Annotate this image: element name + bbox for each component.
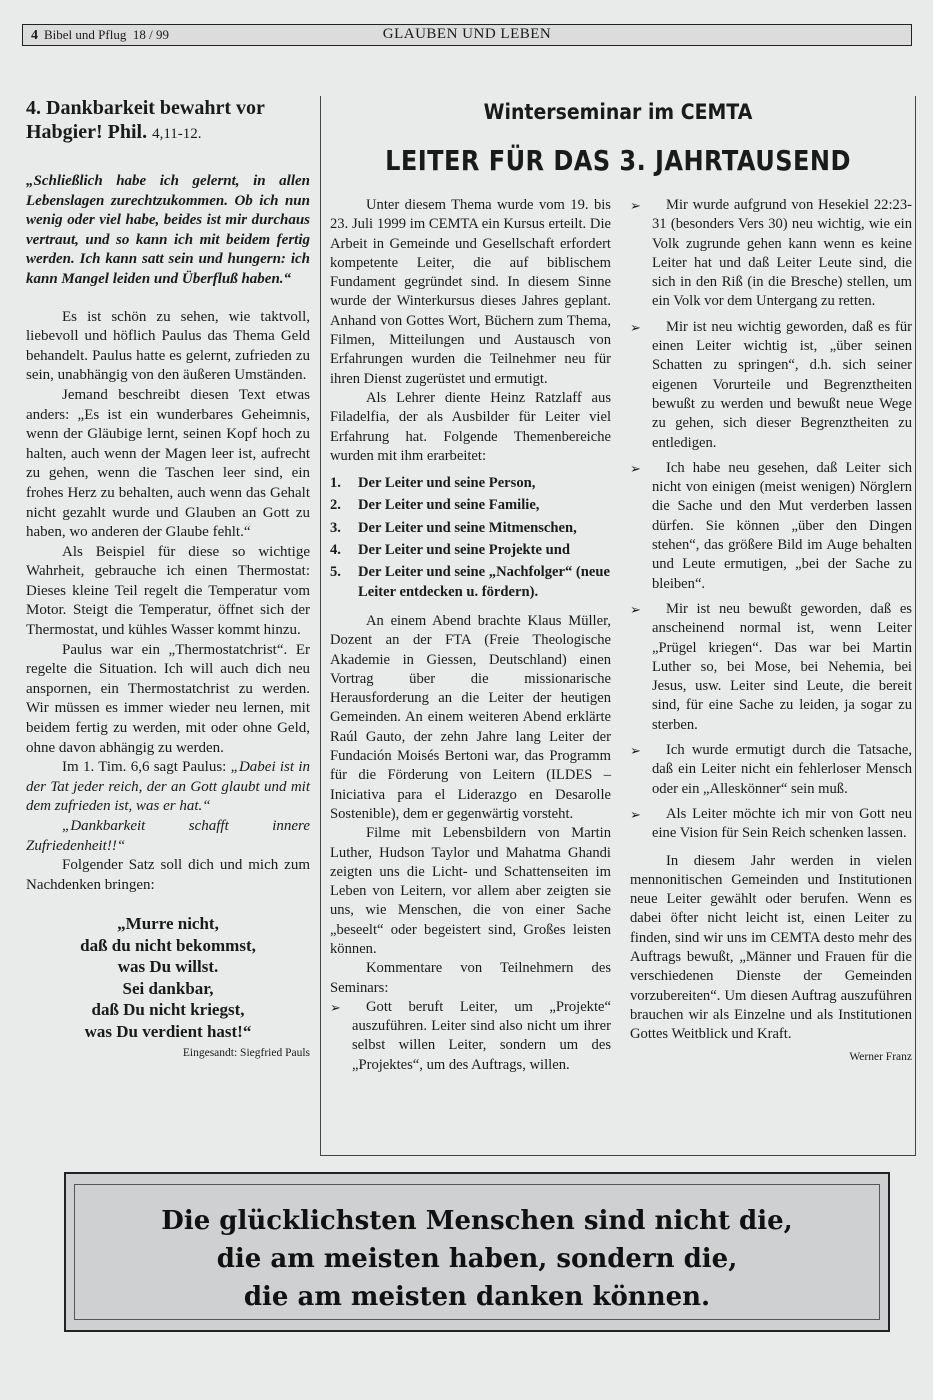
topic-number: 2. — [330, 497, 341, 514]
topic-number: 5. — [330, 564, 341, 581]
comment-item — [630, 196, 912, 312]
paragraph: Filme mit Lebensbildern von Martin Luther, Hudson Taylor und Mahatma Ghandi zeigten uns die Licht- und Schattenseiten im Leben von Leitern, vor allem aber zeigten sie uns, wie Menschen, die von einer Sache „beseelt“ oder begeistert sind, Großes leisten können. — [330, 825, 611, 957]
poem-line: was Du verdient hast!“ — [84, 1021, 252, 1041]
poem-line: daß Du nicht kriegst, — [91, 1000, 245, 1020]
comment-item — [630, 805, 912, 844]
article-column-left — [330, 196, 611, 1081]
bible-reference: 4,11-12. — [152, 126, 202, 142]
arrow-bullet-icon: ➢ — [630, 601, 641, 617]
comment-text: Als Leiter möchte ich mir von Gott neu eine Vision für Sein Reich schenken lassen. — [652, 805, 912, 842]
comment-item — [330, 998, 611, 1075]
bible-quote: „Schließlich habe ich gelernt, in allen Lebenslagen zurechtzukommen. Ob ich nun wenig oder viel habe, beides ist mir durchaus vertraut, und so kann ich mit beidem fertig werden. Ich kann satt sein und hungern: ich kann Mangel leiden und Überfluß haben.“ — [26, 173, 310, 287]
column-divider — [320, 96, 321, 1156]
arrow-bullet-icon: ➢ — [630, 460, 641, 476]
section-heading — [26, 96, 310, 146]
topic-list — [330, 474, 611, 602]
topic-item — [330, 474, 611, 493]
paragraph: In diesem Jahr werden in vielen mennonitischen Gemeinden und Institutionen neue Leiter gewählt oder berufen. Wenn es dabei öfter nicht leicht ist, einen Leiter zu finden, sind wir uns im CEMTA desto mehr des Auftrags bewußt, „Männer und Frauen für die verschiedenen Dienste der Gemeinden vorzubereiten“. Um diesen Auftrag auszuführen brauchen wir als Einzelne und als Institutionen Gottes Weitblick und Kraft. — [630, 852, 912, 1043]
comment-text: Mir ist neu bewußt geworden, daß es anscheinend normal ist, wenn Leiter „Prügel kriegen“. Das war bei Martin Luther so, bei Mose, bei Nehemia, bei Jesus, usw. Leiter sind Leute, die bereit sind, für eine Sache zu leiden, ja sogar zu sterben. — [652, 600, 912, 733]
paragraph: Jemand beschreibt diesen Text etwas anders: „Es ist ein wunderbares Geheimnis, wenn der Gläubige lernt, seinen Kopf hoch zu halten, auch wenn der Magen leer ist, aufrecht zu gehen, wenn die Taschen leer sind, ein frohes Herz zu behalten, auch wenn das Gehalt nicht gezahlt wurde und Glauben an Gott zu haben, wo anderen der Glaube fehlt.“ — [26, 386, 310, 541]
paragraph: Folgender Satz soll dich und mich zum Nachdenken bringen: — [26, 857, 310, 893]
issue-number: 18 / 99 — [132, 27, 169, 42]
topic-item — [330, 563, 611, 602]
topic-text: Der Leiter und seine Mitmenschen, — [358, 519, 577, 536]
topic-item — [330, 519, 611, 538]
topic-text: Der Leiter und seine Person, — [358, 475, 536, 492]
topic-number: 4. — [330, 542, 341, 559]
paragraph — [26, 817, 310, 856]
paragraph: Als Lehrer diente Heinz Ratzlaff aus Filadelfia, der als Ausbilder für Leiter viel Erfahrung hat. Folgende Themenbereiche wurden mit ihm erarbeitet: — [330, 389, 611, 464]
comment-text: Gott beruft Leiter, um „Projekte“ auszuführen. Leiter sind also nicht um ihrer selbst willen Leiter, sondern um des „Projektes“, um des Auftrags, willen. — [352, 998, 611, 1073]
banner-text — [66, 1202, 888, 1316]
comment-item — [630, 600, 912, 735]
paragraph — [26, 758, 310, 817]
poem-line: was Du willst. — [117, 957, 219, 977]
topic-item — [330, 496, 611, 515]
article-column-right — [630, 196, 912, 1068]
arrow-bullet-icon: ➢ — [630, 743, 641, 759]
paragraph: Paulus war ein „Thermostatchrist“. Er regelte die Situation. Ich will auch dich neu anspornen, ein Thermostatchrist zu werden. Wir müssen es immer wieder neu lernen, mit beidem fertig zu werden, mit oder ohne Geld, ohne davon abhängig zu werden. — [26, 641, 310, 756]
topic-number: 3. — [330, 519, 341, 536]
article-headline: LEITER FÜR DAS 3. JAHRTAUSEND — [385, 144, 851, 177]
publication-name: Bibel und Pflug — [44, 27, 127, 42]
paragraph-text: Im 1. Tim. 6,6 sagt Paulus: — [62, 759, 231, 776]
comment-item — [630, 459, 912, 594]
poem-line: Sei dankbar, — [122, 978, 214, 998]
page-header — [22, 24, 912, 46]
article-bottom-rule — [320, 1155, 916, 1156]
comment-text: Mir ist neu wichtig geworden, daß es für einen Leiter wichtig ist, „über seinen Schatten zu springen“, d.h. sich seiner eigenen Vorurteile und Begrenztheiten bewußt zu werden und bewußt neue Wege zu gehen, sich dieser Begrenztheiten zu entledigen. — [652, 318, 912, 451]
article-author: Werner Franz — [849, 1051, 912, 1064]
article-kicker: Winterseminar im CEMTA — [483, 100, 753, 124]
heading-text: 4. Dankbarkeit bewahrt vor Habgier! Phil. — [26, 97, 265, 143]
arrow-bullet-icon: ➢ — [630, 806, 641, 822]
section-title: GLAUBEN UND LEBEN — [382, 26, 552, 42]
banner-line: Die glücklichsten Menschen sind nicht die, — [161, 1206, 793, 1236]
poem — [26, 913, 310, 1042]
paragraph: An einem Abend brachte Klaus Müller, Dozent an der FTA (Freie Theologische Akademie in Giessen, Deutschland) einen Vortrag über die missionarische Herausforderung an die Leiter der heutigen Gemeinden. An einem weiteren Abend erklärte Raúl Gauto, der zehn Jahre lang Leiter der Fundación Moisés Bertoni war, das Programm für die Förderung von Leitern (ILDES – Iniciativa para el Liderazgo en Desarolle Sostenible), dem er gegenwärtig vorsteht. — [330, 612, 611, 822]
paragraph: Kommentare von Teilnehmern des Seminars: — [330, 960, 611, 996]
topic-text: Der Leiter und seine Familie, — [358, 497, 540, 514]
topic-item — [330, 541, 611, 560]
page-number: 4 — [31, 28, 38, 43]
banner-line: die am meisten haben, sondern die, — [216, 1244, 738, 1274]
quote-text: „Dabei ist in der Tat jeder reich, der an Gott glaubt und mit dem zufrieden ist, was er hat.“ — [26, 759, 310, 815]
arrow-bullet-icon: ➢ — [330, 999, 341, 1015]
arrow-bullet-icon: ➢ — [630, 198, 641, 213]
submitted-by: Eingesandt: Siegfried Pauls — [182, 1047, 310, 1060]
comment-item — [630, 318, 912, 453]
column-divider — [915, 96, 916, 1156]
column-dankbarkeit — [26, 96, 310, 1064]
topic-number: 1. — [330, 475, 341, 492]
comment-text: Mir wurde aufgrund von Hesekiel 22:23-31 (besonders Vers 30) neu wichtig, wie ein Volk zugrunde gehen kann wenn es keine Leiter hat und daß Leiter Leute sind, die sich in den Riß (in die Bresche) stellen, um ein Volk vor dem Untergang zu retten. — [652, 197, 912, 310]
paragraph: Es ist schön zu sehen, wie taktvoll, liebevoll und höflich Paulus das Thema Geld behandelt. Paulus hatte es gelernt, zufrieden zu sein, unabhängig von den äußeren Umständen. — [26, 308, 310, 384]
poem-line: daß du nicht bekommst, — [80, 935, 256, 955]
paragraph: Unter diesem Thema wurde vom 19. bis 23. Juli 1999 im CEMTA ein Kursus erteilt. Die Arbeit in Gemeinde und Gesellschaft erfordert kompetente Leiter, die auf biblischem Fundament gegründet sind. In diesem Sinne wurde der Winterkursus dieses Jahres geplant. Anhand von Gottes Wort, Büchern zum Thema, Filmen, Mitteilungen und Austausch von Erfahrungen wurden die Teilnehmer neu für ihren Dienst zugerüstet und ermutigt. — [330, 197, 611, 387]
comment-item — [630, 741, 912, 799]
paragraph: Als Beispiel für diese so wichtige Wahrheit, gebrauche ich einen Thermostat: Dieses kleine Teil regelt die Temperatur vom Motor. Steigt die Temperatur, öffnet sich der Thermostat, und kühles Wasser kommt hinzu. — [26, 543, 310, 639]
quote-text: „Dankbarkeit schafft innere Zufriedenheit!!“ — [26, 818, 310, 854]
topic-text: Der Leiter und seine Projekte und — [358, 542, 571, 559]
quote-banner — [64, 1172, 890, 1332]
topic-text: Der Leiter und seine „Nachfolger“ (neue Leiter entdecken u. fördern). — [358, 564, 610, 600]
poem-line: „Murre nicht, — [117, 914, 219, 934]
comment-text: Ich habe neu gesehen, daß Leiter sich nicht von einigen (meist wenigen) Nörglern die Sache und den Mut verderben lassen dürfen. Sie können „über den Dingen stehen“, das größere Bild im Auge behalten und Leute ermutigen, „bei der Sache zu bleiben“. — [652, 459, 912, 592]
banner-line: die am meisten danken können. — [243, 1282, 711, 1312]
arrow-bullet-icon: ➢ — [630, 319, 641, 335]
comment-text: Ich wurde ermutigt durch die Tatsache, daß ein Leiter nicht ein fehlerloser Mensch oder ein „Alleskönner“ sein muß. — [652, 742, 912, 797]
